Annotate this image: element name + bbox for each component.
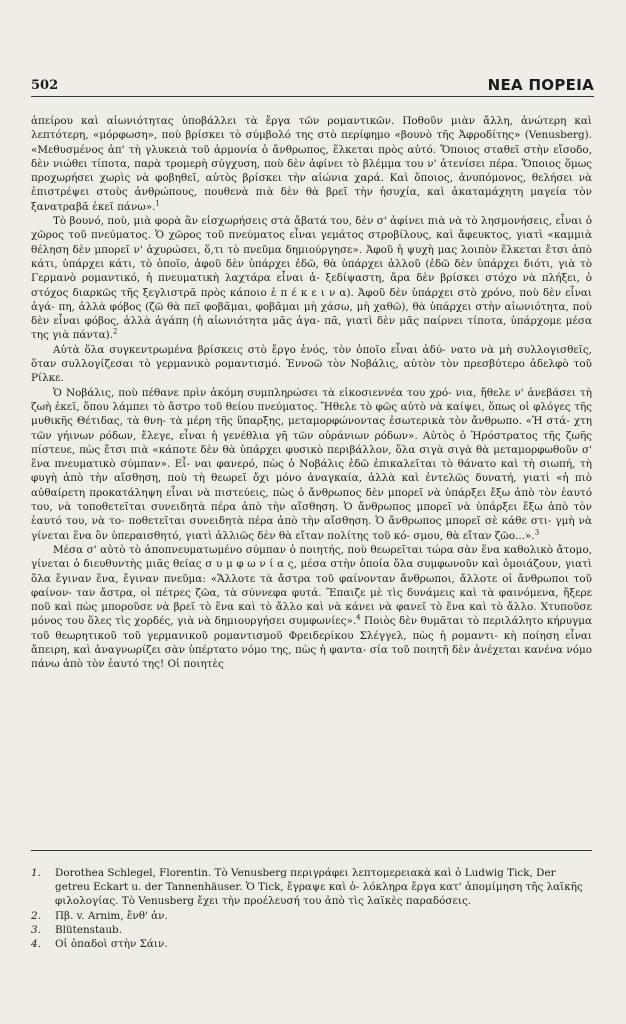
paragraph-text-continued: Ποιὸς δὲν θυμᾶται τὸ περιλάλητο κήρυγμα τοῦ θεωρητικοῦ τοῦ γερμανικοῦ ρομαντισμοῦ Φρειδερίκου Σλέγγελ, πὼς ἡ ρομαντι- κὴ ποίηση εἶναι ἄπειρη, καὶ ἀναγνωρίζει σὰν ὑπέρτατο νόμο της, πὼς ἡ φαντα- σία τοῦ ποιητῆ δὲν ἀνέχεται κανένα νόμο πάνω ἀπὸ τὸν ἑαυτό της! Οἱ ποιητὲς [31,615,592,671]
paragraph-text: ἀπείρου καὶ αἰωνιότητας ὑποβάλλει τὰ ἔργα τῶν ρομαντικῶν. Ποθοῦν μιὰν ἄλλη, ἀνώτερη καὶ λεπτότερη, «μόρφωση», ποὺ βρίσκει τὸ σύμβολό της στὸ περίφημο «βουνὸ τῆς Ἀφροδίτης» (Venusberg). «Μεθυσμένος ἀπ' τὴ γλυκειὰ τοῦ ἁρμονία ὁ ἄνθρωπος, ἕλκεται πρὸς αὐτό. Ὅποιος σταθεῖ στὴν εἴσοδο, δὲν νιώθει τίποτα, παρὰ τρομερὴ σύγχυση, ποὺ δὲν ἀφίνει τὸ βλέμμα του ν' ἀτενίσει πέρα. Ὅποιος ὅμως προχωρήσει χωρὶς νὰ φοβηθεῖ, αὐτὸς βρίσκει τὴν αἰώνια χαρά. Καὶ ὅποιος, ἀνυπόμονος, θελήσει νὰ ἐπιστρέψει στοὺς ἀνθρώπους, πουθενὰ πιὰ δὲν θὰ βρεῖ τὴν ἡσυχία, καὶ ἀκαταμάχητη μαγεία τὸν ξανατραβᾶ ἐκεῖ πάνω». [31,115,592,213]
footnote-number: 1. [31,867,41,879]
footnote-1 [31,866,592,909]
footnote-ref: 3 [534,528,540,537]
footnote-number: 2. [31,909,41,922]
footnote-number: 4. [31,938,41,951]
footnote-text: Πβ. v. Arnim, ἔνθ' ἀν. [55,909,168,922]
footnote-4 [31,937,592,951]
body-text [31,114,592,672]
footnote-text: Dorothea Schlegel, Florentin. Τὸ Venusberg περιγράφει λεπτομερειακὰ καὶ ὁ Ludwig Tick, Der getreu Eckart u. der Tannenhäuser. Ὁ Tick, ἔγραψε καὶ ὁ- λόκληρα ἔργα κατ' ἀπομίμηση τῆς λαϊκῆς φιλολογίας. Τὸ Venusberg ἔχει τὴν προέλευσή του ἀπὸ τὶς λαϊκὲς παραδόσεις. [55,867,583,908]
paragraph-text: Μέσα σ' αὐτὸ τὸ ἀποπνευματωμένο σύμπαν ὁ ποιητής, ποὺ θεωρεῖται τώρα σὰν ἕνα καθολικὸ ἄτομο, γίνεται ὁ διευθυντὴς μιᾶς θείας σ υ μ φ ω ν ί α ς, μέσα στὴν ὁποία ὅλα συμφωνοῦν καὶ ὁμοιάζουν, γιατὶ ὅλα ἔγιναν ἕνα, ἔγιναν πνεῦμα: «Ἄλλοτε τὰ ἄστρα τοῦ φαίνονταν ἄνθρωποι, ἄλλοτε οἱ ἄνθρωποι τοῦ φαίνον- ταν ἄστρα, οἱ πέτρες ζῶα, τὰ σύννεφα φυτά. Ἔπαιζε μὲ τὶς δυνάμεις καὶ τὰ φαινόμενα, ἤξερε ποῦ καὶ πὼς μποροῦσε νὰ βρεῖ τὸ ἕνα καὶ τὸ ἄλλο καὶ νὰ κάνει νὰ φανεῖ τὸ ἕνα καὶ τὸ ἄλλο. Χτυποῦσε μόνος του ὅλες τὶς χορδές, γιὰ νὰ δημιουργήσει συμφωνίες». [31,543,592,628]
footnote-ref: 4 [356,613,361,622]
paragraph-text: Ὁ Νοβάλις, ποὺ πέθανε πρὶν ἀκόμη συμπληρώσει τὰ εἰκοσιεννέα του χρό- νια, ἤθελε ν' ἀνεβάσει τὴ ζωὴ ἐκεῖ, ὅπου λάμπει τὸ ἄστρο τοῦ θείου πνεύματος. Ἤθελε τὸ φῶς αὐτὸ νὰ καίψει, ὅπως οἱ φλόγες τῆς μυθικῆς Θέτιδας, τὰ θνη- τὰ μέρη τῆς ὕπαρξης, μεταμορφώνοντας ἐσωτερικὰ τὸν ἄνθρωπο. «Ἡ στά- χτη τῶν γήινων ρόδων, ἔλεγε, εἶναι ἡ γενέθλια γῆ τῶν οὐράνιων ρόδων». Αὐτὸς ὁ Ἡρόστρατος τῆς ζωῆς πίστευε, πὼς ἔτσι πιὰ «κάποτε δὲν θὰ ὑπάρχει φυσικὸ περιβάλλον, ὅλα σιγὰ σιγὰ θὰ μεταμορφωθοῦν σ' ἕνα πνευματικὸ σύμπαν». Εἶ- ναι φανερό, πὼς ὁ Νοβάλις ἐδῶ ἐπικαλεῖται τὸ θάνατο καὶ τὴ σιωπή, τὴ φυγὴ ἀπὸ τὴν αἴσθηση, ποὺ τὴ θεωρεῖ ὄχι μόνο ἀναγκαία, ἀλλὰ καὶ ἐντελῶς δυνατή, γιατὶ «ἡ πιὸ αὐθαίρετη προκατάληψη εἶναι νὰ πιστεύεις, πὼς ὁ ἄνθρωπος δὲν μπορεῖ νὰ ὑπάρξει ἔξω ἀπὸ τὸν ἑαυτό του, νὰ τοποθετεῖται συνειδητὰ πέρα ἀπὸ τὴν αἴσθηση. Ὁ ἄνθρωπος μπορεῖ νὰ ὑπάρξει ἔξω ἀπὸ τὸν ἑαυτό του, νὰ το- ποθετεῖται συνειδητὰ πέρα ἀπὸ τὴν αἴσθηση. Ὁ ἄνθρωπος μπορεῖ σὲ κάθε στι- γμὴ νὰ γίνεται ἕνα ὂν ὑπεραισθητό, γιατὶ ἀλλιῶς δὲν θὰ εἴταν πολίτης τοῦ κό- σμου, θὰ εἴταν ζῶο...». [31,386,592,542]
footnote-text: Blütenstaub. [55,923,123,936]
footnote-text: Οἱ ὁπαδοὶ στὴν Σάιν. [55,938,168,951]
footnote-divider [31,850,592,851]
paragraph-4 [31,386,592,543]
footnote-ref: 2 [112,327,118,336]
paragraph-5 [31,543,592,672]
paragraph-3 [31,343,592,386]
running-header [31,78,594,97]
footnotes [31,866,592,951]
page-number: 502 [31,78,59,93]
footnote-ref: 1 [155,199,160,208]
paragraph-text: Τὸ βουνό, ποὺ, μιὰ φορὰ ἂν εἰσχωρήσεις στὰ ἄβατά του, δὲν σ' ἀφίνει πιὰ νὰ τὸ λησμονήσεις, εἶναι ὁ χῶρος τοῦ πνεύματος. Ὁ χῶρος τοῦ πνεύματος εἶναι γεμάτος στροβίλους, καὶ ἄφευκτος, γιατὶ «καμμιὰ θέληση δὲν μπορεῖ ν' ἀχυρώσει, ὅ,τι τὸ πνεῦμα δημιούργησε». Ἀφοῦ ἡ ψυχὴ μας λοιπὸν ἕλκεται ἔτσι ἀπὸ κάτι, ὑπάρχει κάτι, τὸ ὁποῖο, ἀφοῦ δὲν ὑπάρχει ἐδῶ, θὰ ὑπάρχει ἀλλοῦ (ἐδῶ δὲν ὑπάρχει διότι, γιὰ τὸ Γερμανὸ ρομαντικό, ἡ πνευματικὴ λαχτάρα εἶναι ἀ- ξεδίψαστη, ἄρα δὲν βρίσκει στόχο νὰ πλήξει, ὁ στόχος διαρκῶς τῆς ξεγλιστρᾶ πρὸς κάποιο ἐ π έ κ ε ι ν α). Ἀφοῦ δὲν ὑπάρχει στὸ χρόνο, ποὺ δὲν εἶναι ἀγά- πη, ἀλλὰ φόβος (ζῶ θὰ πεῖ φοβᾶμαι, φοβᾶμαι μὴ χάσω, μὴ χαθῶ), θὰ ὑπάρχει στὴν αἰωνιότητα, ποὺ δὲν εἶναι φόβος, ἀλλὰ ἀγάπη (ἡ αἰωνιότητα μᾶς ἀγα- πᾶ, γιατὶ δὲν μᾶς παίρνει τίποτα, ὑπάρχομε μέσα της γιὰ πάντα). [31,215,592,342]
footnote-2 [31,909,592,923]
footnote-number: 3. [31,923,41,936]
paragraph-1 [31,114,592,214]
paragraph-text: Αὐτὰ ὅλα συγκεντρωμένα βρίσκεις στὸ ἔργο ἑνός, τὸν ὁποῖο εἶναι ἀδύ- νατο νὰ μὴ συλλογισθεῖς, ὅταν συλλογίζεσαι τὸ γερμανικὸ ρομαντισμό. Ἐννοῶ τὸν Νοβάλις, αὐτὸν τὸν πρεσβύτερο ἀδελφὸ τοῦ Ρίλκε. [31,343,592,385]
paragraph-2 [31,214,592,343]
journal-title: ΝΕΑ ΠΟΡΕΙΑ [487,76,594,94]
footnote-3 [31,923,592,937]
